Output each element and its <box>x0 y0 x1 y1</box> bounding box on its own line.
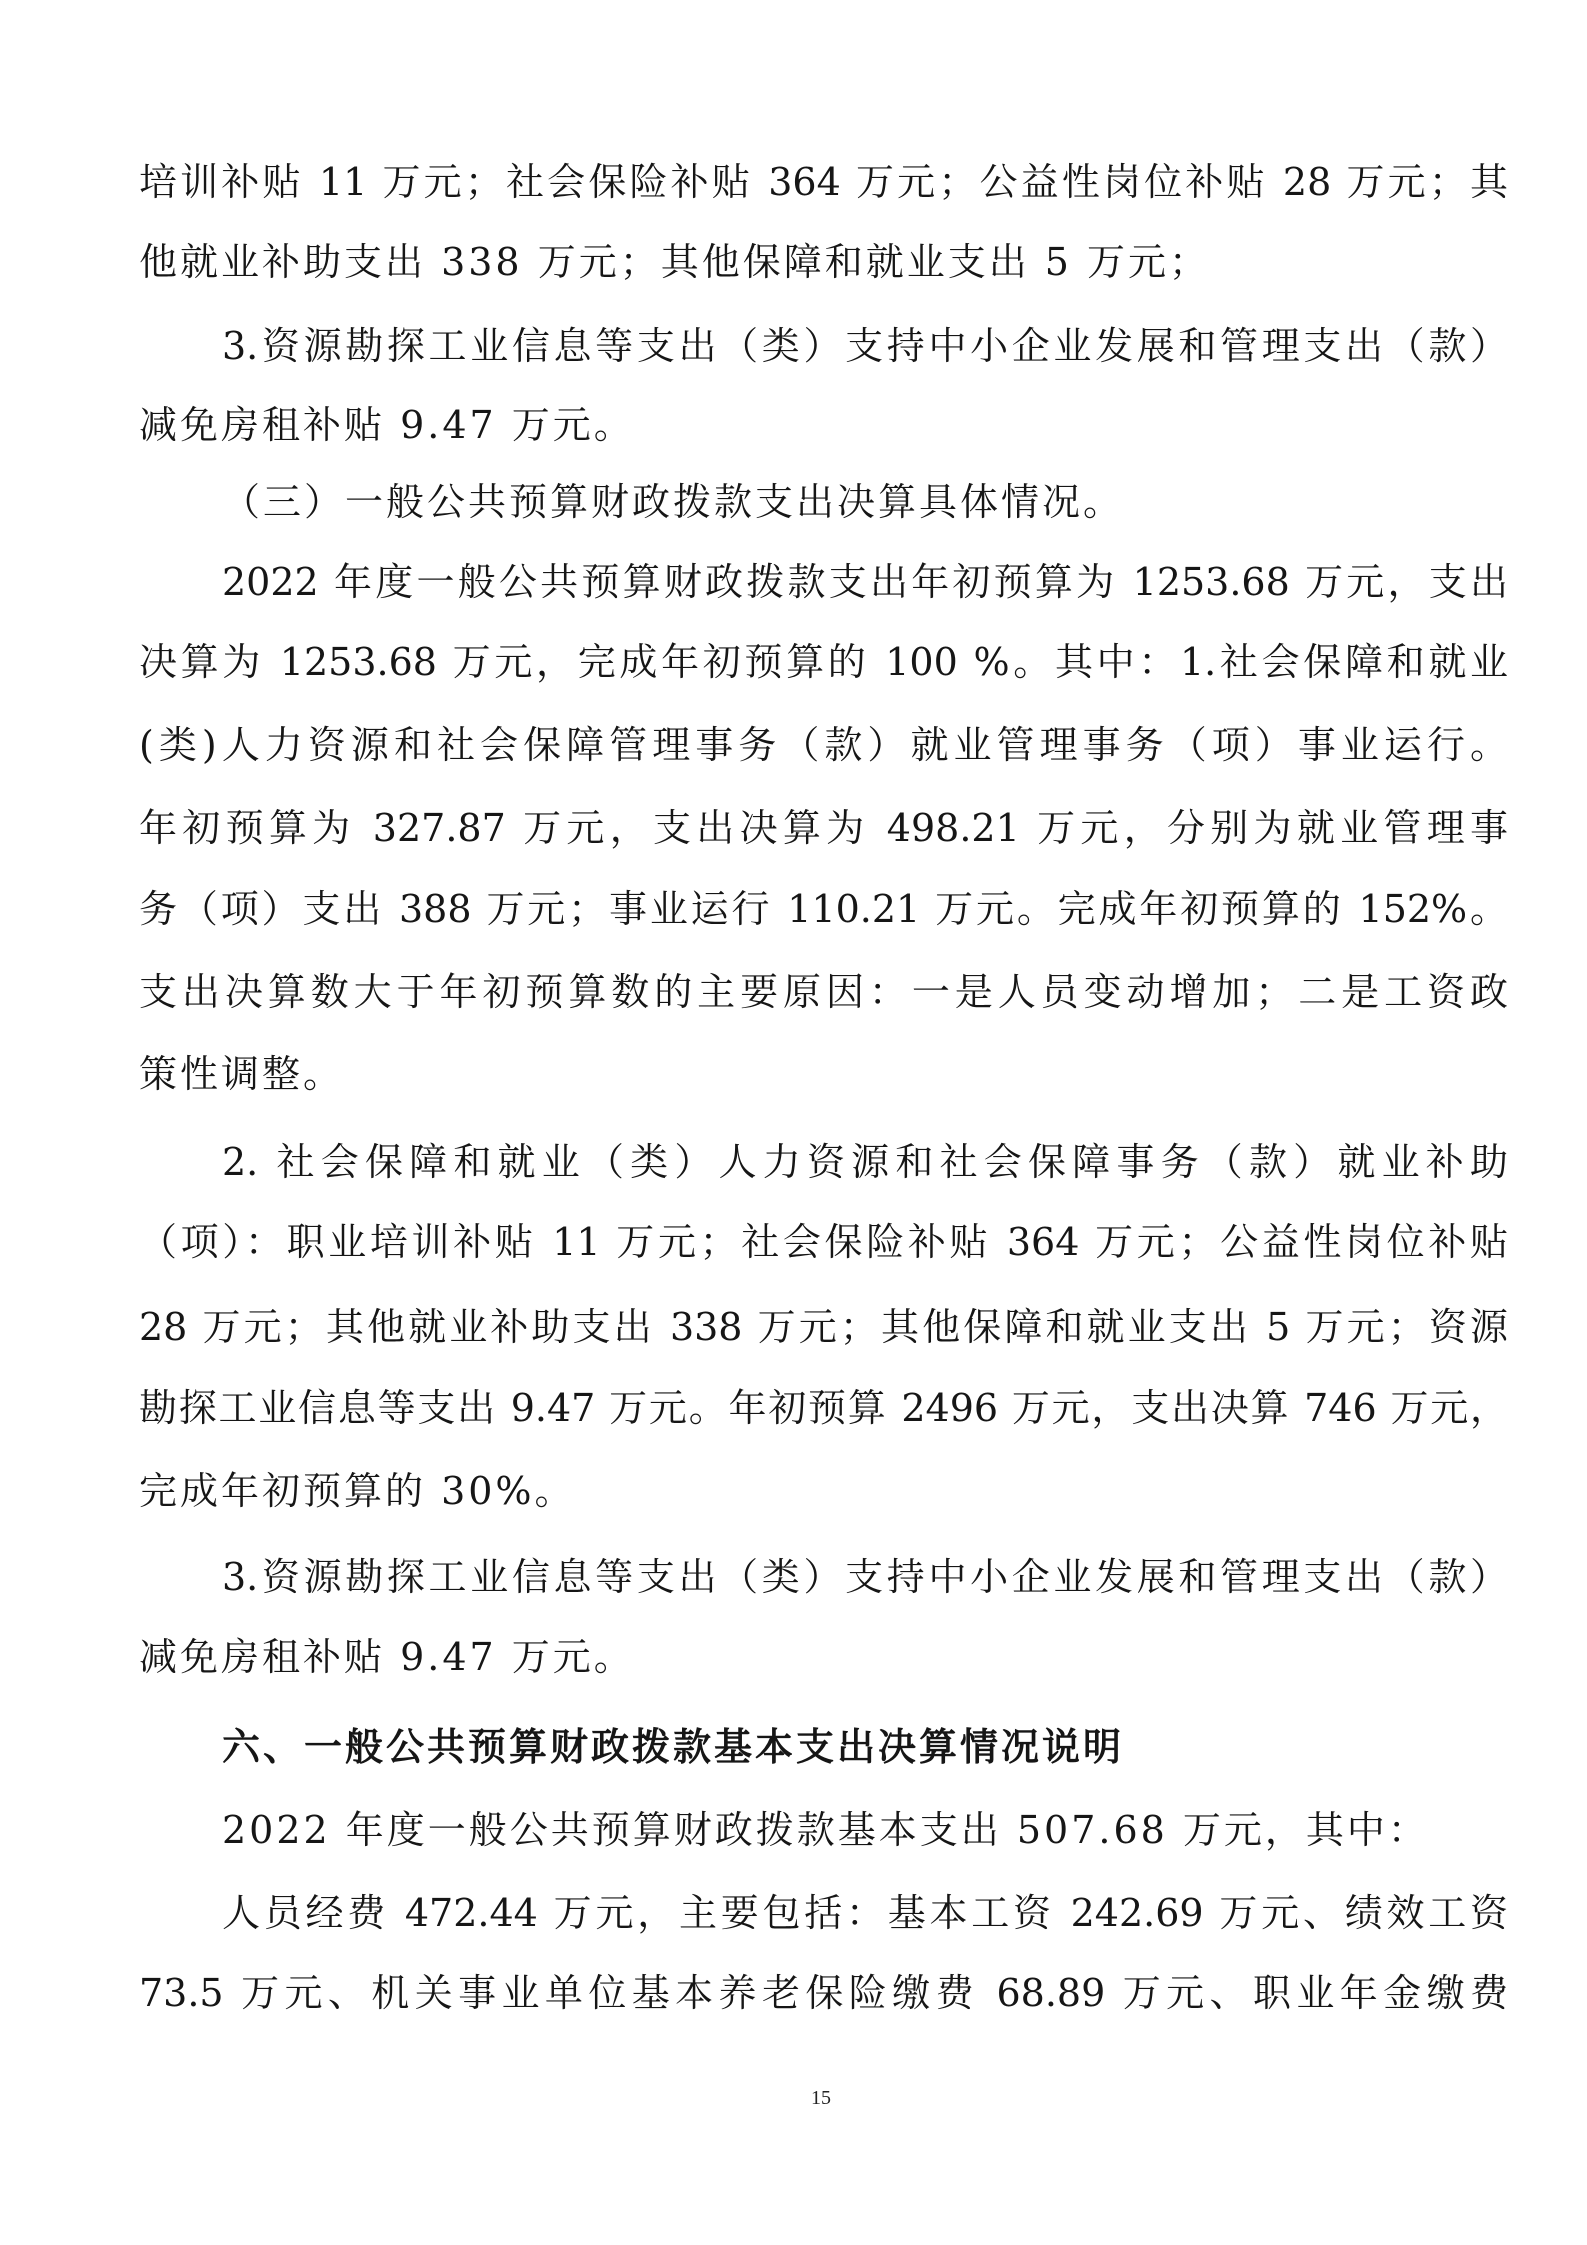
body-line: 培训补贴 11 万元；社会保险补贴 364 万元；公益性岗位补贴 28 万元；其 <box>139 160 1508 204</box>
body-line: 2022 年度一般公共预算财政拨款支出年初预算为 1253.68 万元，支出 <box>222 560 1508 604</box>
body-line: 2. 社会保障和就业（类）人力资源和社会保障事务（款）就业补助 <box>222 1140 1508 1184</box>
body-line: 年初预算为 327.87 万元，支出决算为 498.21 万元，分别为就业管理事 <box>139 806 1508 850</box>
body-line: 决算为 1253.68 万元，完成年初预算的 100 %。其中：1.社会保障和就业 <box>139 640 1508 684</box>
body-line: 73.5 万元、机关事业单位基本养老保险缴费 68.89 万元、职业年金缴费 <box>139 1971 1508 2015</box>
body-line: 2022 年度一般公共预算财政拨款基本支出 507.68 万元，其中： <box>222 1808 1429 1852</box>
body-line: 策性调整。 <box>139 1052 345 1096</box>
body-line: 减免房租补贴 9.47 万元。 <box>139 1635 635 1679</box>
body-line: 务（项）支出 388 万元；事业运行 110.21 万元。完成年初预算的 152%。 <box>139 887 1508 931</box>
body-line: 勘探工业信息等支出 9.47 万元。年初预算 2496 万元，支出决算 746 万元， <box>139 1386 1508 1430</box>
body-line: 支出决算数大于年初预算数的主要原因：一是人员变动增加；二是工资政 <box>139 970 1508 1014</box>
body-line: 3.资源勘探工业信息等支出（类）支持中小企业发展和管理支出（款） <box>222 324 1508 368</box>
body-line: 完成年初预算的 30%。 <box>139 1469 576 1513</box>
subsection-title: （三）一般公共预算财政拨款支出决算具体情况。 <box>222 480 1125 524</box>
section-heading: 六、一般公共预算财政拨款基本支出决算情况说明 <box>222 1725 1125 1769</box>
body-line: 减免房租补贴 9.47 万元。 <box>139 403 635 447</box>
body-line: 3.资源勘探工业信息等支出（类）支持中小企业发展和管理支出（款） <box>222 1555 1508 1599</box>
body-line: 28 万元；其他就业补助支出 338 万元；其他保障和就业支出 5 万元；资源 <box>139 1305 1508 1349</box>
page-number: 15 <box>811 2087 831 2109</box>
body-line: 他就业补助支出 338 万元；其他保障和就业支出 5 万元； <box>139 240 1211 284</box>
body-line: 人员经费 472.44 万元，主要包括：基本工资 242.69 万元、绩效工资 <box>222 1891 1508 1935</box>
body-line: (类)人力资源和社会保障管理事务（款）就业管理事务（项）事业运行。 <box>139 723 1508 767</box>
body-line: （项）：职业培训补贴 11 万元；社会保险补贴 364 万元；公益性岗位补贴 <box>139 1220 1508 1264</box>
